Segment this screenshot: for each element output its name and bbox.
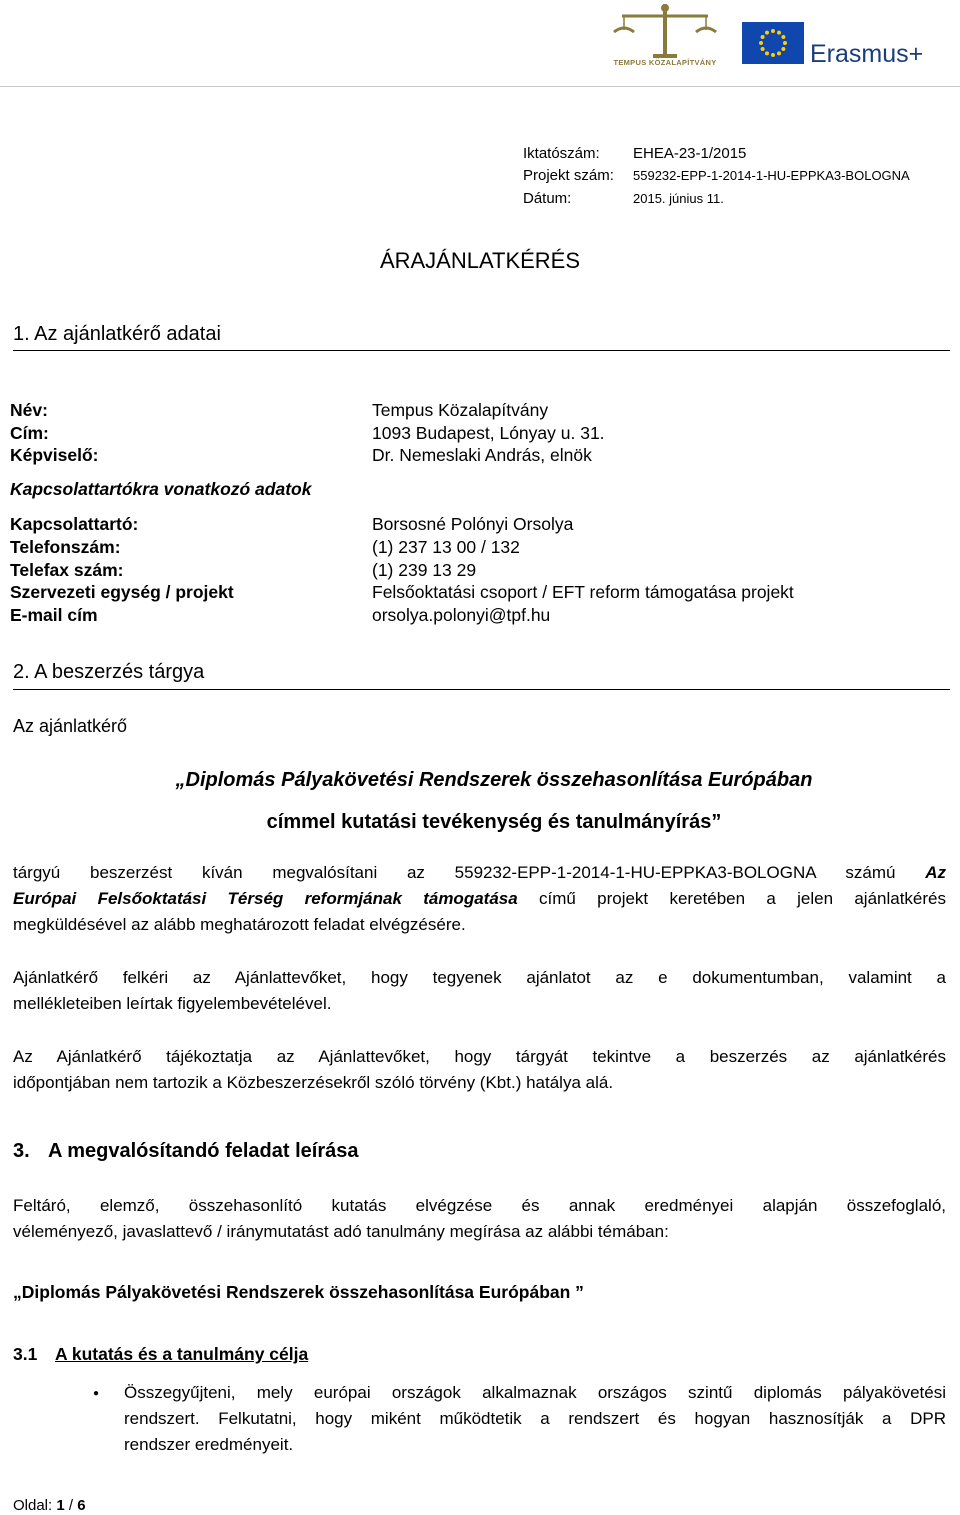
current-page: 1 (56, 1497, 65, 1514)
section-2-paragraph-1 (13, 860, 946, 938)
tempus-label: TEMPUS KÖZALAPÍTVÁNY (613, 58, 717, 67)
section-2-intro: Az ajánlatkérő (13, 716, 128, 736)
page-separator: / (64, 1497, 78, 1514)
section-2-rule (13, 689, 950, 690)
project-number: 559232-EPP-1-2014-1-HU-EPPKA3-BOLOGNA (633, 168, 910, 183)
p1-line-2-text: című projekt keretében a jelen ajánlatkérés (517, 889, 946, 908)
p1-line-1-emph: Az (925, 863, 946, 882)
p3-line-1: Az Ajánlatkérő tájékoztatja az Ajánlattevőket, hogy tárgyát tekintve a beszerzés az ajánlatkérés (13, 1047, 946, 1066)
p1-line-2 (13, 886, 946, 912)
total-pages: 6 (77, 1497, 86, 1514)
p2-line-2: mellékleteiben leírtak figyelembevételével. (13, 994, 332, 1013)
section-3-heading: A megvalósítandó feladat leírása (48, 1140, 359, 1162)
project-name-emph: Európai Felsőoktatási Térség reformjának támogatása (13, 889, 518, 908)
header-divider (0, 86, 960, 87)
research-topic: „Diplomás Pályakövetési Rendszerek összehasonlítása Európában ” (13, 1282, 584, 1302)
bullet-item-1 (124, 1380, 946, 1458)
contacts-heading: Kapcsolattartókra vonatkozó adatok (10, 479, 312, 499)
date: 2015. június 11. (633, 191, 724, 206)
phone-value: (1) 237 13 00 / 132 (372, 537, 520, 557)
fax-value: (1) 239 13 29 (372, 560, 477, 580)
project-number-label: Projekt szám: (523, 167, 614, 184)
email-label: E-mail cím (10, 605, 98, 625)
subsection-3-1-number: 3.1 (13, 1344, 38, 1364)
bullet-line-3: rendszer eredményeit. (124, 1435, 294, 1454)
p2-line-1: Ajánlatkérő felkéri az Ajánlattevőket, hogy tegyenek ajánlatot az e dokumentumban, valamint a (13, 968, 946, 987)
address-value: 1093 Budapest, Lónyay u. 31. (372, 423, 605, 443)
section-1-heading: 1. Az ajánlatkérő adatai (13, 323, 221, 345)
section-2-heading: 2. A beszerzés tárgya (13, 661, 205, 683)
contact-value: Borsosné Polónyi Orsolya (372, 514, 574, 534)
bullet-line-1: Összegyűjteni, mely európai országok alkalmaznak országos szintű diplomás pályakövetési (124, 1383, 946, 1402)
p1-line-3: megküldésével az alább meghatározott feladat elvégzésére. (13, 915, 466, 934)
section-3-paragraph-1 (13, 1193, 946, 1245)
p1-line-1-text: tárgyú beszerzést kíván megvalósítani az 559232-EPP-1-2014-1-HU-EPPKA3-BOLOGNA számú (13, 863, 926, 882)
name-label: Név: (10, 400, 48, 420)
p1-line-1 (13, 860, 946, 886)
email-value[interactable]: orsolya.polonyi@tpf.hu (372, 605, 551, 625)
date-label: Dátum: (523, 190, 572, 207)
unit-label: Szervezeti egység / projekt (10, 582, 234, 602)
subsection-3-1-heading: A kutatás és a tanulmány célja (55, 1344, 309, 1364)
bullet-icon: ● (93, 1388, 100, 1399)
subject-title: „Diplomás Pályakövetési Rendszerek összehasonlítása Európában (175, 769, 813, 791)
eu-flag-icon (742, 22, 804, 64)
fax-label: Telefax szám: (10, 560, 124, 580)
representative-value: Dr. Nemeslaki András, elnök (372, 445, 592, 465)
file-number-label: Iktatószám: (523, 145, 600, 162)
s3-p1-line-1: Feltáró, elemző, összehasonlító kutatás elvégzése és annak eredményei alapján összefoglaló, (13, 1196, 946, 1215)
p3-line-2: időpontjában nem tartozik a Közbeszerzésekről szóló törvény (Kbt.) hatálya alá. (13, 1073, 614, 1092)
section-2-paragraph-3 (13, 1044, 946, 1096)
subject-subtitle: címmel kutatási tevékenység és tanulmányírás” (266, 811, 722, 833)
section-1-rule (13, 350, 950, 351)
file-number: EHEA-23-1/2015 (633, 145, 747, 162)
erasmus-logo: Erasmus+ (810, 40, 924, 68)
unit-value: Felsőoktatási csoport / EFT reform támogatása projekt (372, 582, 794, 602)
address-label: Cím: (10, 423, 49, 443)
bullet-line-2: rendszert. Felkutatni, hogy miként működtetik a rendszert és hogyan hasznosítják a DPR (124, 1409, 946, 1428)
phone-label: Telefonszám: (10, 537, 121, 557)
contact-label: Kapcsolattartó: (10, 514, 139, 534)
page-footer (13, 1497, 86, 1514)
page-label: Oldal: (13, 1497, 57, 1514)
document-title: ÁRAJÁNLATKÉRÉS (379, 248, 581, 273)
name-value: Tempus Közalapítvány (372, 400, 549, 420)
section-2-paragraph-2 (13, 965, 946, 1017)
section-3-number: 3. (13, 1140, 30, 1162)
representative-label: Képviselő: (10, 445, 99, 465)
s3-p1-line-2: véleményező, javaslattevő / iránymutatást adó tanulmány megírása az alábbi témában: (13, 1222, 669, 1241)
